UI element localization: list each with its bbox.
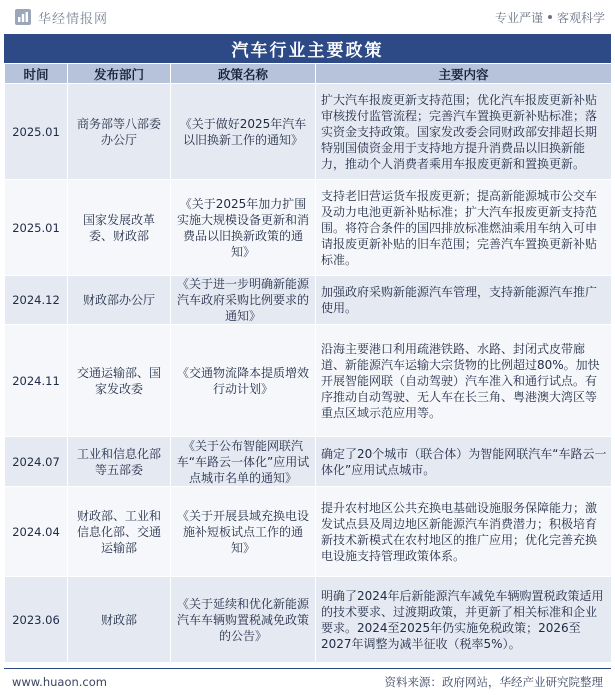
cell-content: 确定了20个城市（联合体）为智能网联汽车“车路云一体化”应用试点城市。	[316, 437, 612, 487]
table-row	[5, 180, 612, 276]
cell-content: 扩大汽车报废更新支持范围；优化汽车报废更新补贴审核拨付监管流程；完善汽车置换更新补贴标准；落实资金支持政策。国家发改委会同财政部安排超长期特别国债资金用于支持地方提升消费品以旧换新能力，推动个人消费者乘用车报废更新和置换更新。	[316, 84, 612, 180]
cell-content: 支持老旧营运货车报废更新；提高新能源城市公交车及动力电池更新补贴标准；扩大汽车报废更新支持范围。将符合条件的国四排放标准燃油乘用车纳入可申请报废更新补贴的旧车范围；完善汽车置换更新补贴标准。	[316, 180, 612, 276]
table-row	[5, 325, 612, 437]
policy-table	[4, 63, 612, 663]
cell-time: 2024.04	[5, 487, 68, 577]
slogan	[495, 9, 605, 26]
cell-dept: 财政部办公厅	[68, 276, 171, 325]
cell-policy-name: 《关于2025年加力扩围实施大规模设备更新和消费品以旧换新政策的通知》	[171, 180, 316, 276]
brand-name: 华经情报网	[38, 11, 109, 27]
separator-dot	[548, 15, 552, 19]
cell-policy-name: 《关于延续和优化新能源汽车车辆购置税减免政策的公告》	[171, 577, 316, 663]
slogan-left: 专业严谨	[494, 10, 543, 25]
column-header-name: 政策名称	[171, 64, 316, 84]
cell-policy-name: 《交通物流降本提质增效行动计划》	[171, 325, 316, 437]
table-header-row	[5, 64, 612, 84]
cell-content: 加强政府采购新能源汽车管理，支持新能源汽车推广使用。	[316, 276, 612, 325]
cell-content: 沿海主要港口利用疏港铁路、水路、封闭式皮带廊道、新能源汽车运输大宗货物的比例超过80%。加快开展智能网联（自动驾驶）汽车准入和通行试点。有序推动自动驾驶、无人车在长三角、粤港澳大湾区等重点区域示范应用等。	[316, 325, 612, 437]
cell-policy-name: 《关于公布智能网联汽车“车路云一体化”应用试点城市名单的通知》	[171, 437, 316, 487]
cell-time: 2025.01	[5, 84, 68, 180]
table-row	[5, 276, 612, 325]
footer-source: 资料来源：政府网站，华经产业研究院整理	[384, 675, 603, 689]
column-header-dept: 发布部门	[68, 64, 171, 84]
cell-dept: 商务部等八部委办公厅	[68, 84, 171, 180]
cell-time: 2024.07	[5, 437, 68, 487]
cell-policy-name: 《关于做好2025年汽车以旧换新工作的通知》	[171, 84, 316, 180]
table-row	[5, 577, 612, 663]
footer	[4, 668, 611, 695]
cell-time: 2025.01	[5, 180, 68, 276]
cell-time: 2024.11	[5, 325, 68, 437]
cell-dept: 工业和信息化部等五部委	[68, 437, 171, 487]
cell-dept: 财政部、工业和信息化部、交通运输部	[68, 487, 171, 577]
cell-dept: 财政部	[68, 577, 171, 663]
table-row	[5, 437, 612, 487]
top-bar	[4, 0, 611, 34]
cell-policy-name: 《关于开展县域充换电设施补短板试点工作的通知》	[171, 487, 316, 577]
cell-dept: 国家发展改革委、财政部	[68, 180, 171, 276]
table-row	[5, 84, 612, 180]
cell-policy-name: 《关于进一步明确新能源汽车政府采购比例要求的通知》	[171, 276, 316, 325]
brand[interactable]	[14, 8, 108, 27]
column-header-content: 主要内容	[316, 64, 612, 84]
footer-url[interactable]: www.huaon.com	[12, 675, 107, 689]
cell-content: 提升农村地区公共充换电基础设施服务保障能力；激发试点县及周边地区新能源汽车消费潜力；积极培育新技术新模式在农村地区的推广应用；优化完善充换电设施支持管理政策体系。	[316, 487, 612, 577]
table-title: 汽车行业主要政策	[4, 34, 611, 63]
cell-dept: 交通运输部、国家发改委	[68, 325, 171, 437]
slogan-right: 客观科学	[556, 10, 605, 25]
table-row	[5, 487, 612, 577]
bar-chart-icon	[14, 8, 32, 26]
cell-time: 2024.12	[5, 276, 68, 325]
cell-time: 2023.06	[5, 577, 68, 663]
cell-content: 明确了2024年后新能源汽车减免车辆购置税政策适用的技术要求、过渡期政策，并更新了相关标准和企业要求。2024至2025年仍实施免税政策；2026至2027年调整为减半征收（税率5%）。	[316, 577, 612, 663]
column-header-time: 时间	[5, 64, 68, 84]
